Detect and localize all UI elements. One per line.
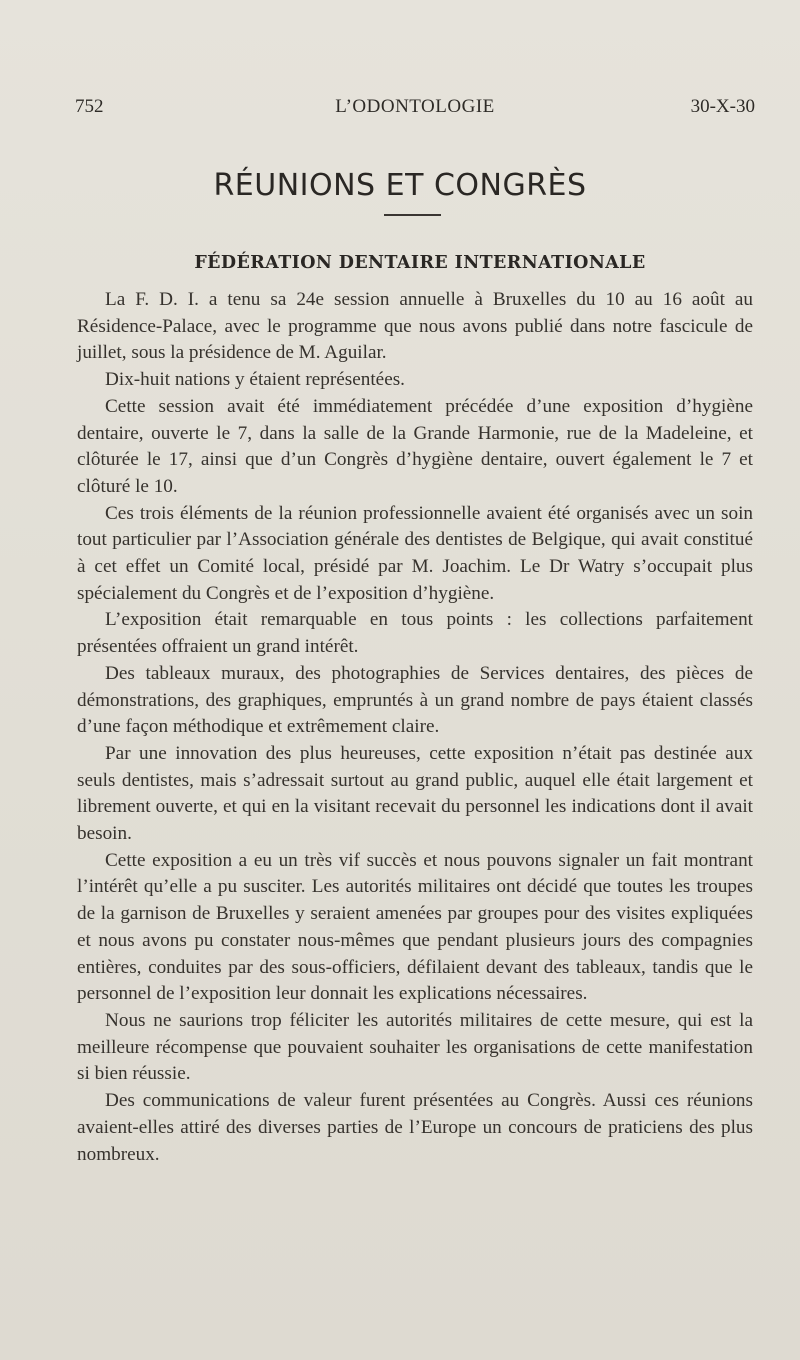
paragraph: Par une innovation des plus heureuses, cette exposition n’était pas destinée aux seuls dentistes, mais s’adressait surtout au grand public, auquel elle était largement et librement ouverte, et qui en la visitant recevait du personnel les indications dont il avait besoin.: [77, 742, 753, 845]
paragraph: Des communications de valeur furent présentées au Congrès. Aussi ces réunions avaient-elles attiré des diverses parties de l’Europe un concours de praticiens des plus nombreux.: [77, 1090, 753, 1165]
paragraph: Nous ne saurions trop féliciter les autorités militaires de cette mesure, qui est la meilleure récompense que pouvaient souhaiter les organisations de cette manifestation si bien réussie.: [77, 1009, 753, 1085]
running-header: [75, 94, 755, 120]
paragraph: Des tableaux muraux, des photographies de Services dentaires, des pièces de démonstrations, des graphiques, empruntés à un grand nombre de pays étaient classés d’une façon méthodique et extrêmement claire.: [77, 662, 753, 738]
article-subtitle: FÉDÉRATION DENTAIRE INTERNATIONALE: [194, 253, 646, 273]
section-title: RÉUNIONS ET CONGRÈS: [213, 168, 587, 203]
issue-date: 30-X-30: [690, 96, 755, 117]
article-body: [77, 287, 753, 1168]
paragraph: L’exposition était remarquable en tous points : les collections parfaitement présentées offraient un grand intérêt.: [77, 609, 753, 658]
page-number: 752: [75, 96, 104, 117]
paragraph: Ces trois éléments de la réunion professionnelle avaient été organisés avec un soin tout particulier par l’Association générale des dentistes de Belgique, qui avait constitué à cet effet un Comité local, présidé par M. Joachim. Le Dr Watry s’occupait plus spécialement du Congrès et de l’exposition d’hygiène.: [77, 502, 753, 604]
paragraph: Cette exposition a eu un très vif succès et nous pouvons signaler un fait montrant l’intérêt qu’elle a pu susciter. Les autorités militaires ont décidé que toutes les troupes de la garnison de Bruxelles y seraient amenées par groupes pour des visites expliquées et nous avons pu constater nous-mêmes que pendant plusieurs jours des compagnies entières, conduites par des sous-officiers, défilaient devant des tableaux, tandis que le personnel de l’exposition leur donnait les explications nécessaires.: [77, 849, 753, 1005]
paragraph: La F. D. I. a tenu sa 24e session annuelle à Bruxelles du 10 au 16 août au Résidence-Palace, avec le programme que nous avons publié dans notre fascicule de juillet, sous la présidence de M. Aguilar.: [77, 289, 753, 364]
journal-title: L’ODONTOLOGIE: [335, 96, 495, 117]
paragraph: Cette session avait été immédiatement précédée d’une exposition d’hygiène dentaire, ouverte le 7, dans la salle de la Grande Harmonie, rue de la Madeleine, et clôturée le 17, ainsi que d’un Congrès d’hygiène dentaire, ouvert également le 7 et clôturé le 10.: [77, 395, 753, 497]
title-rule: [384, 214, 441, 216]
paragraph: Dix-huit nations y étaient représentées.: [105, 369, 405, 391]
